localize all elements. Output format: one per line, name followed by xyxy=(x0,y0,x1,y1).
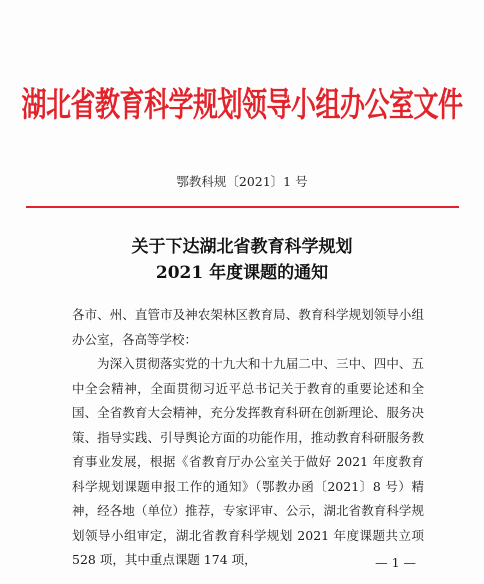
page-number: — 1 — xyxy=(375,555,416,570)
document-number: 鄂教科规〔2021〕1 号 xyxy=(176,174,308,189)
red-divider-line xyxy=(26,206,459,208)
document-header-title: 湖北省教育科学规划领导小组办公室文件 xyxy=(21,84,463,124)
notice-title-line-2: 2021 年度课题的通知 xyxy=(155,263,329,283)
notice-title-line-1: 关于下达湖北省教育科学规划 xyxy=(131,237,353,257)
body-paragraph: 为深入贯彻落实党的十九大和十九届二中、三中、四中、五中全会精神，全面贯彻习近平总书记关于教育的重要论述和全国、全省教育大会精神，充分发挥教育科研在创新理论、服务决策、指导实践、引导舆论方面的功能作用，推动教育科研服务教育事业发展，根据《省教育厅办公室关于做好 2021 年度教育科学规划课题申报工作的通知》（鄂教办函〔2021〕8 号）精神，经各地（单位）推荐，专家评审、公示，湖北省教育科学规划领导小组审定，湖北省教育科学规划 2021 年度课题共立项 528 项，其中重点课题 174 项， xyxy=(72,356,424,567)
addressee-paragraph: 各市、州、直管市及神农架林区教育局、教育科学规划领导小组办公室，各高等学校： xyxy=(72,307,424,347)
